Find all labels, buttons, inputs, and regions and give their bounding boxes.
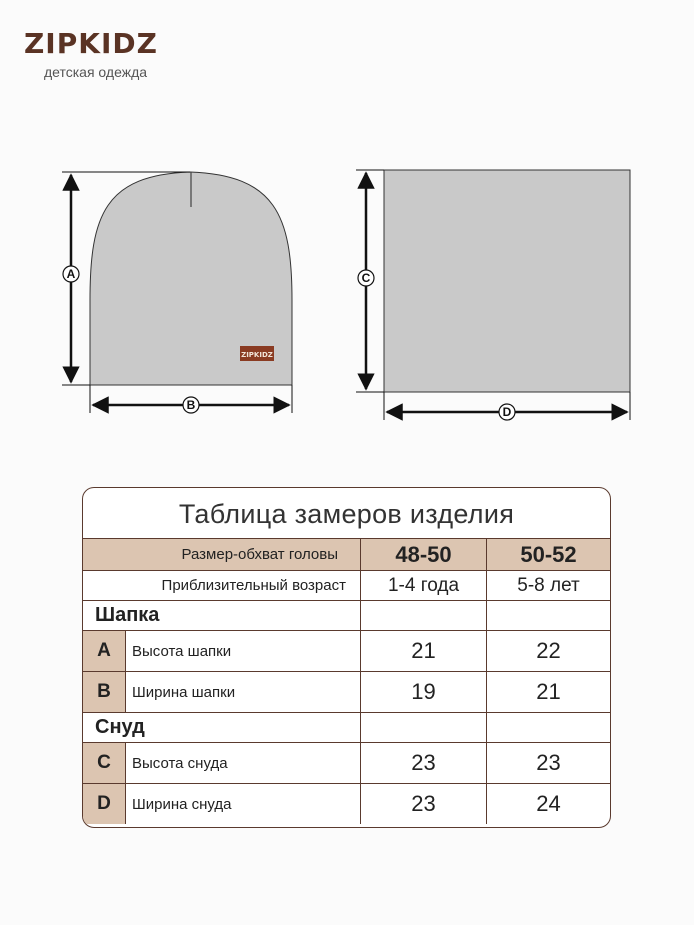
section-snood-header bbox=[83, 712, 610, 742]
dimension-d-label: D bbox=[502, 405, 512, 419]
table-row bbox=[83, 671, 610, 712]
table-row bbox=[83, 742, 610, 783]
size-col-1: 48-50 bbox=[361, 539, 487, 570]
age-row bbox=[83, 570, 610, 600]
brand-tagline: детская одежда bbox=[44, 64, 148, 80]
row-value-2: 21 bbox=[536, 679, 561, 704]
row-letter: A bbox=[83, 631, 126, 671]
age-col-2: 5-8 лет bbox=[517, 574, 580, 596]
hat-brand-tag-label: ZIPKIDZ bbox=[241, 351, 273, 359]
row-letter: D bbox=[83, 784, 126, 824]
row-value-2: 24 bbox=[536, 791, 561, 816]
row-label-cell bbox=[83, 784, 361, 824]
row-name: Высота шапки bbox=[132, 642, 232, 660]
row-name: Высота снуда bbox=[132, 754, 228, 772]
section-empty-cell bbox=[361, 713, 487, 742]
row-value-1: 19 bbox=[361, 672, 487, 712]
row-label-cell bbox=[83, 672, 361, 712]
row-letter: B bbox=[83, 672, 126, 712]
section-hat-header bbox=[83, 600, 610, 630]
section-empty-cell bbox=[361, 601, 487, 630]
snood-shape bbox=[384, 170, 630, 392]
table-row bbox=[83, 630, 610, 671]
dimension-b-label: B bbox=[186, 398, 196, 412]
size-table bbox=[82, 487, 611, 828]
age-col-1: 1-4 года bbox=[361, 571, 487, 600]
measurement-diagram bbox=[0, 0, 694, 440]
section-title: Шапка bbox=[83, 601, 361, 630]
dimension-c-label: C bbox=[361, 271, 371, 285]
section-empty-cell bbox=[487, 713, 610, 742]
size-row-label: Размер-обхват головы bbox=[83, 539, 361, 570]
age-row-label: Приблизительный возраст bbox=[83, 571, 361, 600]
section-title: Снуд bbox=[83, 713, 361, 742]
row-value-2: 22 bbox=[536, 638, 561, 663]
row-label-cell bbox=[83, 743, 361, 783]
row-value-1: 23 bbox=[361, 784, 487, 824]
dimension-a-label: A bbox=[66, 267, 76, 281]
section-empty-cell bbox=[487, 601, 610, 630]
row-name: Ширина шапки bbox=[132, 683, 236, 701]
row-value-2: 23 bbox=[536, 750, 561, 775]
brand-name: ZIPKIDZ bbox=[24, 27, 158, 60]
row-value-1: 23 bbox=[361, 743, 487, 783]
row-name: Ширина снуда bbox=[132, 795, 232, 813]
size-row bbox=[83, 538, 610, 570]
size-col-2: 50-52 bbox=[520, 541, 577, 567]
row-value-1: 21 bbox=[361, 631, 487, 671]
table-row bbox=[83, 783, 610, 824]
table-title: Таблица замеров изделия bbox=[178, 499, 515, 529]
row-label-cell bbox=[83, 631, 361, 671]
row-letter: C bbox=[83, 743, 126, 783]
